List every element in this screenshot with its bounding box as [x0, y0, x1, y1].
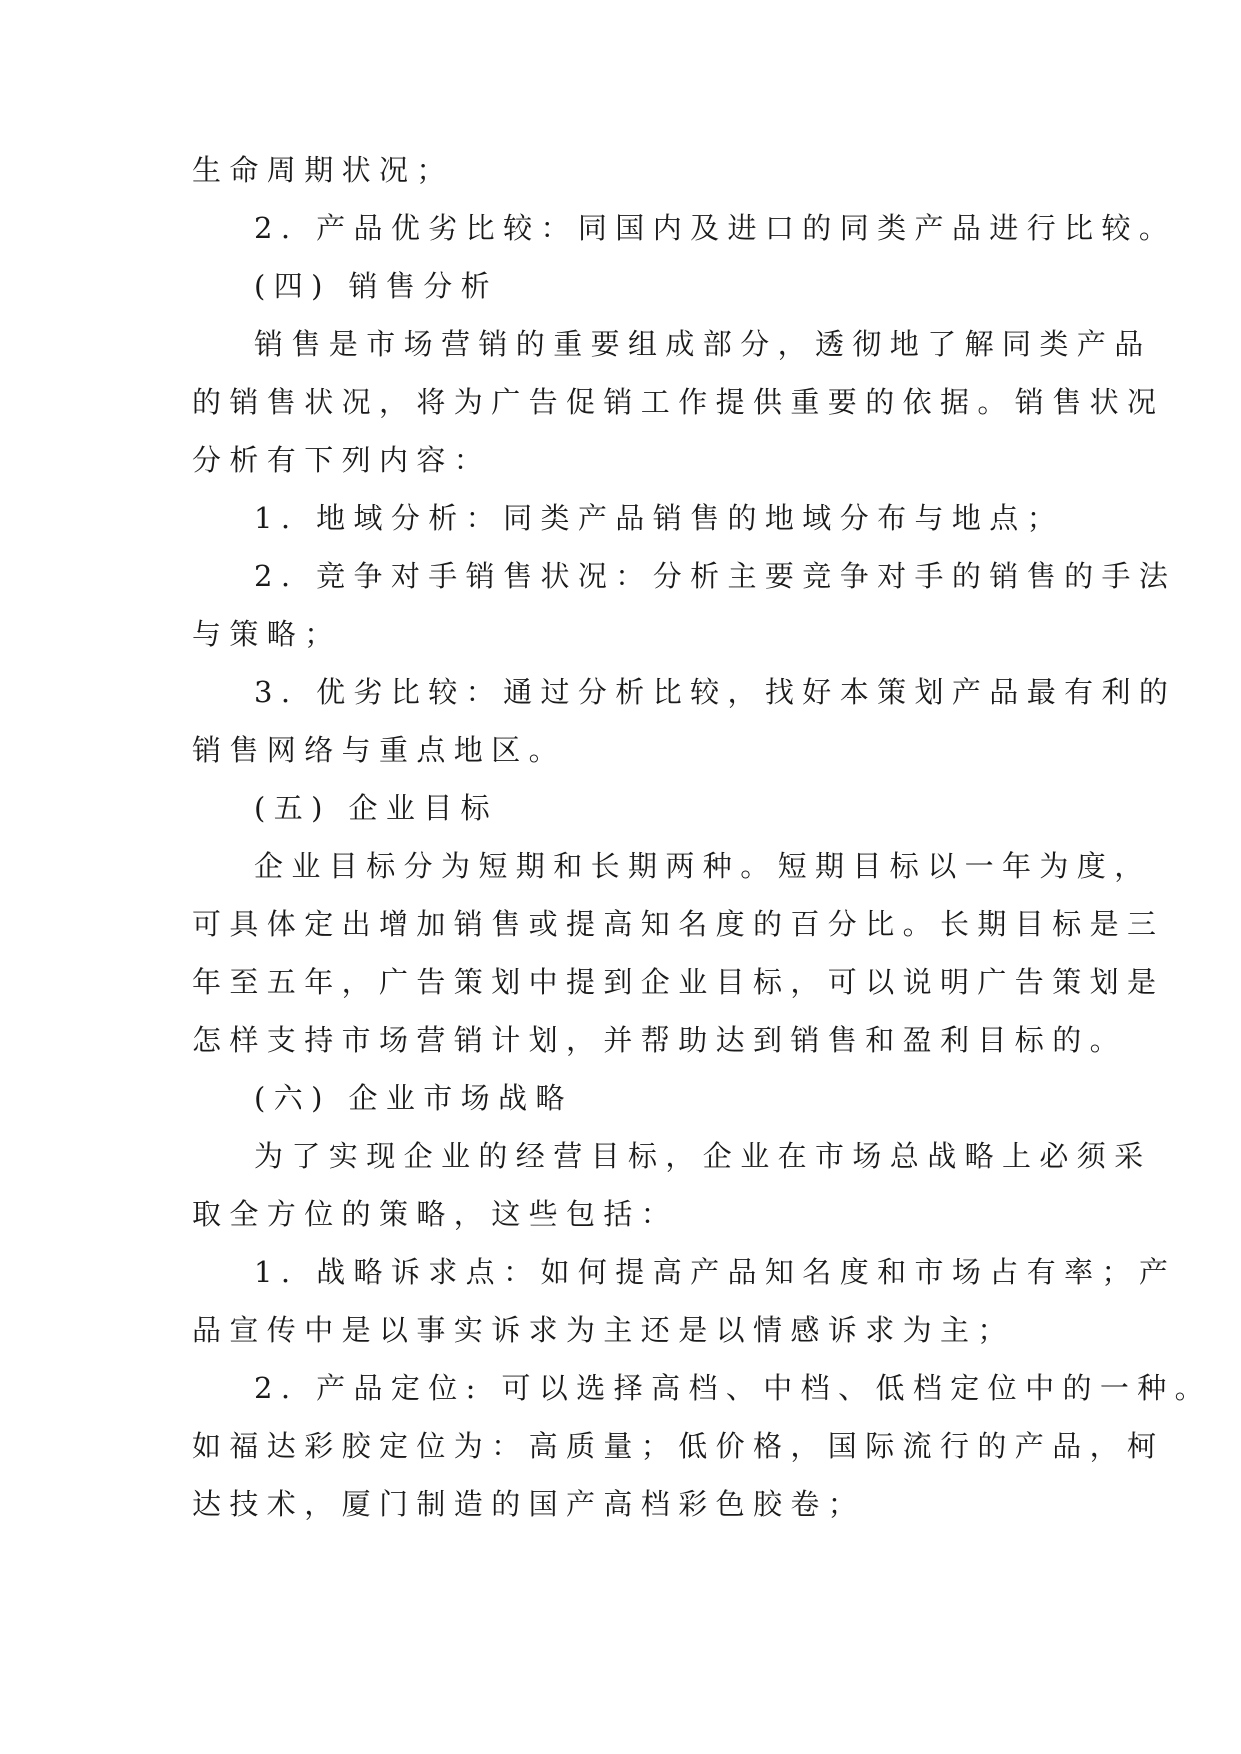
section-heading: (六) 企业市场战略: [254, 1081, 573, 1115]
text-line: 品宣传中是以事实诉求为主还是以情感诉求为主；: [192, 1313, 1015, 1347]
text-line: 年至五年，广告策划中提到企业目标，可以说明广告策划是: [192, 965, 1165, 999]
text-line: 1. 战略诉求点：如何提高产品知名度和市场占有率；产: [254, 1255, 1177, 1289]
text-line: 如福达彩胶定位为：高质量；低价格，国际流行的产品，柯: [192, 1429, 1165, 1463]
text-line: 销售是市场营销的重要组成部分，透彻地了解同类产品: [254, 327, 1152, 361]
text-line: 3. 优劣比较：通过分析比较，找好本策划产品最有利的: [254, 675, 1177, 709]
text-line: 1. 地域分析：同类产品销售的地域分布与地点；: [254, 501, 1065, 535]
text-line: 可具体定出增加销售或提高知名度的百分比。长期目标是三: [192, 907, 1165, 941]
text-line: 取全方位的策略，这些包括：: [192, 1197, 679, 1231]
text-line: 企业目标分为短期和长期两种。短期目标以一年为度，: [254, 849, 1152, 883]
text-line: 怎样支持市场营销计划，并帮助达到销售和盈利目标的。: [192, 1023, 1128, 1057]
text-line: 分析有下列内容：: [192, 443, 492, 477]
text-line: 2. 竞争对手销售状况：分析主要竞争对手的销售的手法: [254, 559, 1177, 593]
text-line: 生命周期状况；: [192, 153, 454, 187]
section-heading: (五) 企业目标: [254, 791, 499, 825]
text-line: 销售网络与重点地区。: [192, 733, 567, 767]
text-line: 为了实现企业的经营目标，企业在市场总战略上必须采: [254, 1139, 1152, 1173]
text-line: 2. 产品优劣比较：同国内及进口的同类产品进行比较。: [254, 211, 1177, 245]
text-line: 2. 产品定位: 可以选择高档、中档、低档定位中的一种。: [254, 1371, 1213, 1405]
section-heading: (四) 销售分析: [254, 269, 499, 303]
text-line: 的销售状况，将为广告促销工作提供重要的依据。销售状况: [192, 385, 1165, 419]
text-line: 与策略；: [192, 617, 342, 651]
text-line: 达技术，厦门制造的国产高档彩色胶卷；: [192, 1487, 866, 1521]
